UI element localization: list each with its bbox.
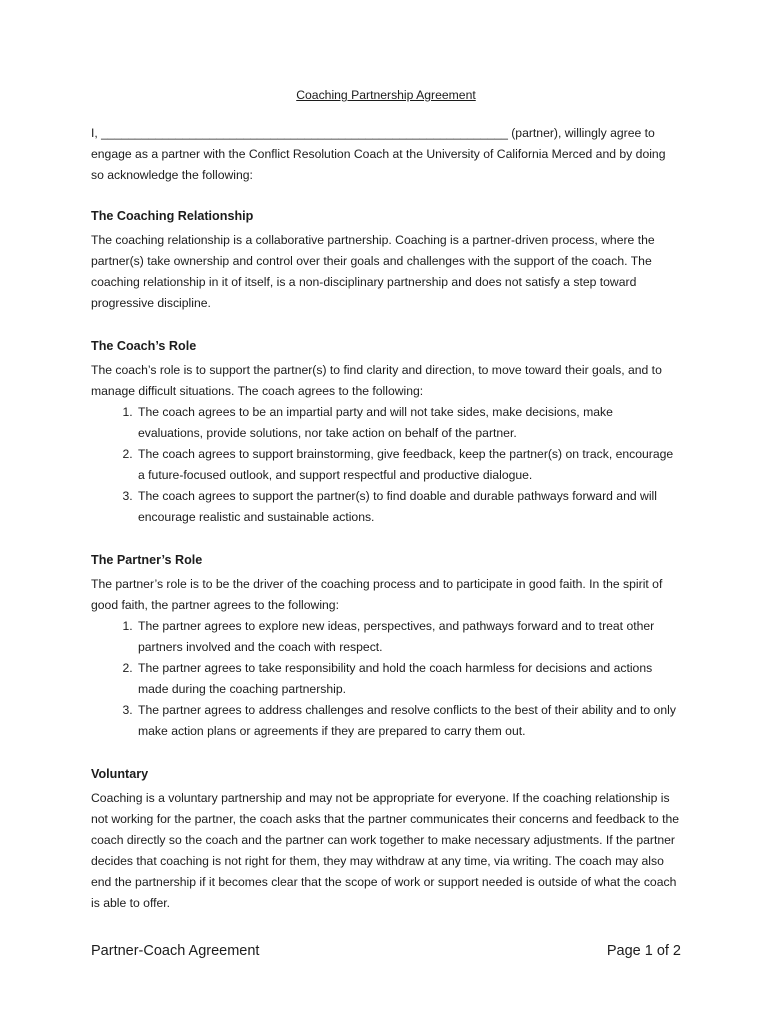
list-item: 3. The partner agrees to address challenges and resolve conflicts to the best of their ability and to only make action plans or agreements if they are prepared to carry them out.: [136, 700, 681, 742]
document-title: Coaching Partnership Agreement: [296, 88, 476, 102]
footer-document-name: Partner-Coach Agreement: [91, 943, 260, 959]
section-heading: The Coaching Relationship: [91, 209, 254, 223]
list-item: 1. The partner agrees to explore new ideas, perspectives, and pathways forward and to treat other partners involved and the coach with respect.: [136, 616, 681, 658]
section-paragraph: The partner’s role is to be the driver of the coaching process and to participate in good faith. In the spirit of good faith, the partner agrees to the following:: [91, 577, 663, 612]
section-heading: The Partner’s Role: [91, 553, 203, 567]
footer-page-number: Page 1 of 2: [606, 943, 681, 959]
section-voluntary: [91, 764, 681, 914]
section-paragraph: Coaching is a voluntary partnership and may not be appropriate for everyone. If the coaching relationship is not working for the partner, the coach asks that the partner communicates their concerns and feedback to the coach directly so the coach and the partner can work together to make necessary adjustments. If the partner decides that coaching is not right for them, they may withdraw at any time, via writing. The coach may also end the partnership if it becomes clear that the scope of work or support needed is outside of what the coach is able to offer.: [91, 791, 680, 910]
document-body: [91, 85, 681, 936]
numbered-list: [91, 616, 681, 742]
section-coach-role: [91, 336, 681, 528]
section-coaching-relationship: [91, 206, 681, 314]
section-paragraph: The coaching relationship is a collaborative partnership. Coaching is a partner-driven process, where the partner(s) take ownership and control over their goals and challenges with the support of the coach. The coaching relationship in it of itself, is a non-disciplinary partnership and does not satisfy a step toward progressive discipline.: [91, 233, 655, 310]
intro-paragraph: I, ____________________________________________________________ (partner), willingly agree to engage as a partner with the Conflict Resolution Coach at the University of California Merced and by doing so acknowledge the following:: [91, 126, 666, 182]
list-item: 1. The coach agrees to be an impartial party and will not take sides, make decisions, make evaluations, provide solutions, nor take action on behalf of the partner.: [136, 402, 681, 444]
numbered-list: [91, 402, 681, 528]
list-item: 3. The coach agrees to support the partner(s) to find doable and durable pathways forward and will encourage realistic and sustainable actions.: [136, 486, 681, 528]
section-heading: The Coach’s Role: [91, 339, 197, 353]
list-item: 2. The coach agrees to support brainstorming, give feedback, keep the partner(s) on track, encourage a future-focused outlook, and support respectful and productive dialogue.: [136, 444, 681, 486]
section-heading: Voluntary: [91, 767, 149, 781]
list-item: 2. The partner agrees to take responsibility and hold the coach harmless for decisions and actions made during the coaching partnership.: [136, 658, 681, 700]
page-footer: [91, 941, 681, 961]
section-paragraph: The coach’s role is to support the partner(s) to find clarity and direction, to move toward their goals, and to manage difficult situations. The coach agrees to the following:: [91, 363, 662, 398]
section-partner-role: [91, 550, 681, 742]
